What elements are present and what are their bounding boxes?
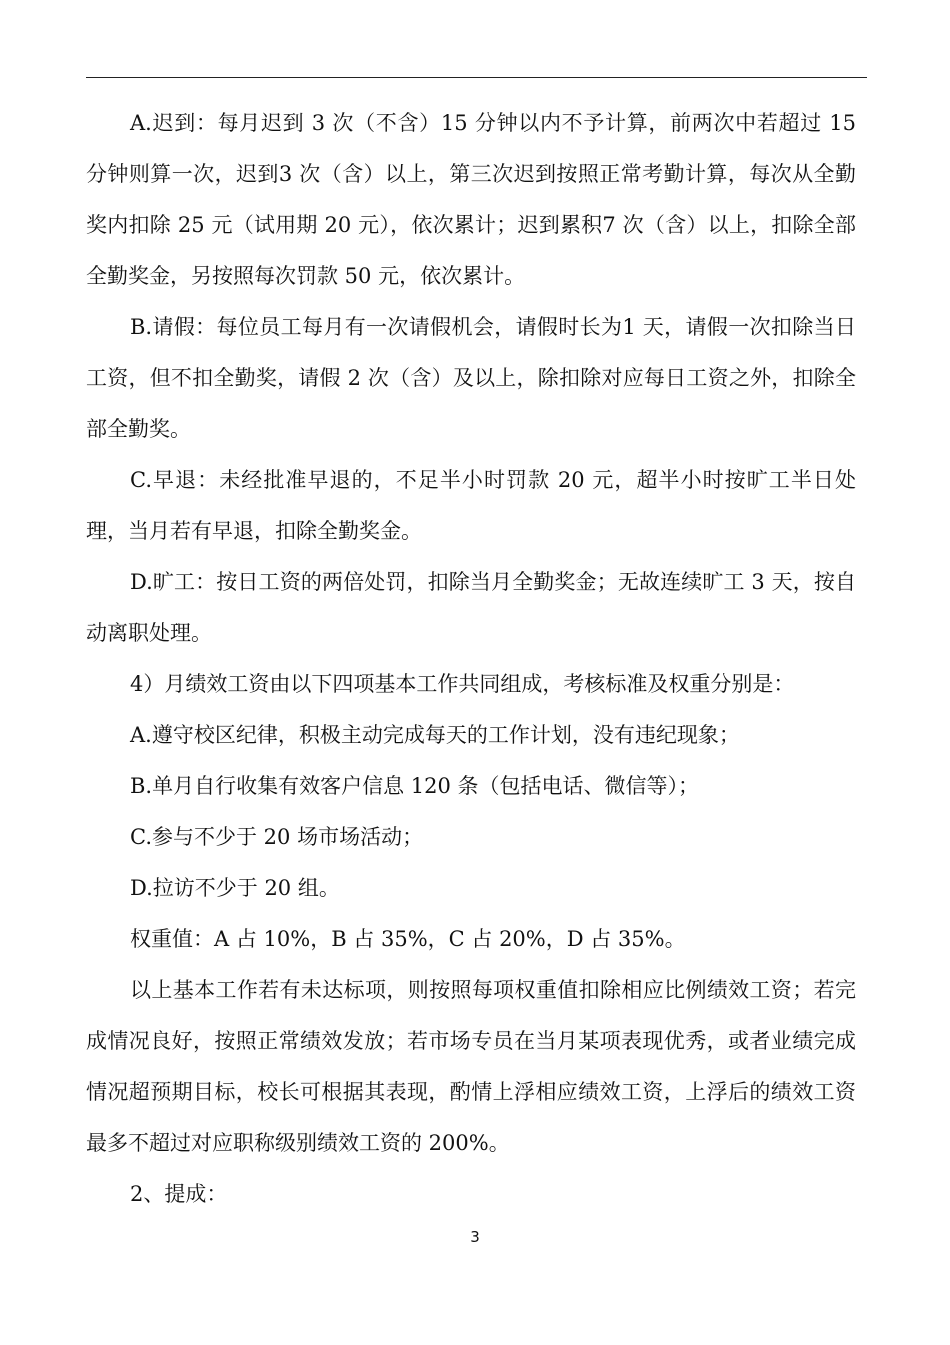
document-body <box>86 98 856 1220</box>
paragraph-absence: D.旷工：按日工资的两倍处罚，扣除当月全勤奖金；无故连续旷工 3 天，按自动离职处理。 <box>86 570 856 645</box>
paragraph-criterion-c: C.参与不少于 20 场市场活动； <box>130 825 424 849</box>
paragraph-weights: 权重值：A 占 10%，B 占 35%，C 占 20%，D 占 35%。 <box>130 927 686 951</box>
header-rule <box>86 77 867 78</box>
page-number: 3 <box>470 1228 480 1246</box>
paragraph-late: A.迟到：每月迟到 3 次（不含）15 分钟以内不予计算，前两次中若超过 15 分钟则算一次，迟到3 次（含）以上，第三次迟到按照正常考勤计算，每次从全勤奖内扣除 25 元（试用期 20 元），依次累计；迟到累积7 次（含）以上，扣除全部全勤奖金，另按照每次罚款 50 元，依次累计。 <box>86 111 856 288</box>
paragraph-leave: B.请假：每位员工每月有一次请假机会，请假时长为1 天，请假一次扣除当日工资，但不扣全勤奖，请假 2 次（含）及以上，除扣除对应每日工资之外，扣除全部全勤奖。 <box>86 315 856 441</box>
paragraph-performance-rules: 以上基本工作若有未达标项，则按照每项权重值扣除相应比例绩效工资；若完成情况良好，按照正常绩效发放；若市场专员在当月某项表现优秀，或者业绩完成情况超预期目标，校长可根据其表现，酌情上浮相应绩效工资，上浮后的绩效工资最多不超过对应职称级别绩效工资的 200%。 <box>86 978 856 1155</box>
paragraph-early-leave: C.早退：未经批准早退的，不足半小时罚款 20 元，超半小时按旷工半日处理，当月若有早退，扣除全勤奖金。 <box>86 468 856 543</box>
paragraph-criterion-d: D.拉访不少于 20 组。 <box>130 876 340 900</box>
paragraph-commission-heading: 2、提成： <box>130 1182 228 1206</box>
paragraph-performance-intro: 4）月绩效工资由以下四项基本工作共同组成，考核标准及权重分别是： <box>130 672 795 696</box>
paragraph-criterion-b: B.单月自行收集有效客户信息 120 条（包括电话、微信等）； <box>130 774 700 798</box>
paragraph-criterion-a: A.遵守校区纪律，积极主动完成每天的工作计划，没有违纪现象； <box>130 723 740 747</box>
